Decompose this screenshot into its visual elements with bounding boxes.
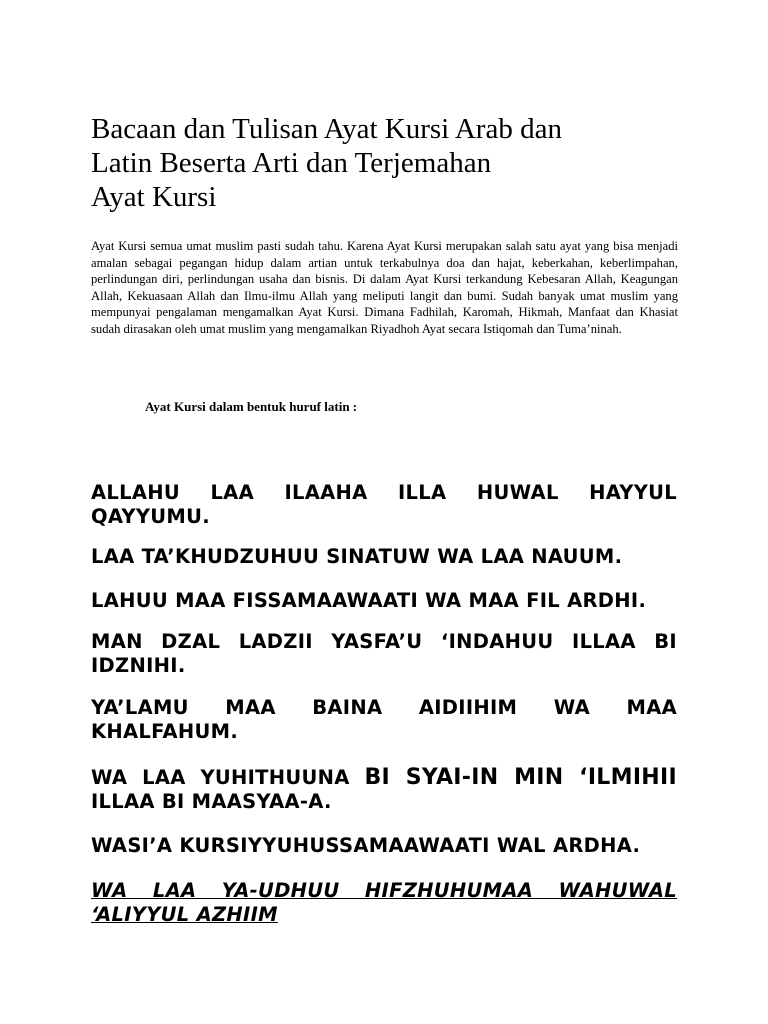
verse-6-part-2: BI SYAI-IN MIN ‘ILMIHII <box>364 765 677 790</box>
verse-5: YA’LAMU MAA BAINA AIDIIHIM WA MAA KHALFAHUM. <box>91 696 677 743</box>
verse-3: LAHUU MAA FISSAMAAWAATI WA MAA FIL ARDHI. <box>91 589 647 612</box>
verse-7: WASI’A KURSIYYUHUSSAMAAWAATI WAL ARDHA. <box>91 834 641 857</box>
verse-6-part-3: ILLAA BI MAASYAA-A. <box>91 790 332 813</box>
verse-6 <box>91 766 677 814</box>
title-line-2: Latin Beserta Arti dan Terjemahan <box>91 147 492 179</box>
latin-subheading: Ayat Kursi dalam bentuk huruf latin : <box>145 399 358 414</box>
title-line-3: Ayat Kursi <box>91 181 217 213</box>
verse-8: WA LAA YA-UDHUU HIFZHUHUMAA WAHUWAL ‘ALIYYUL AZHIIM <box>91 879 677 926</box>
verse-6-part-1: WA LAA YUHITHUUNA <box>91 766 365 789</box>
verse-4: MAN DZAL LADZII YASFA’U ‘INDAHUU ILLAA BI IDZNIHI. <box>91 630 677 677</box>
verse-2: LAA TA’KHUDZUHUU SINATUW WA LAA NAUUM. <box>91 545 623 568</box>
verse-1: ALLAHU LAA ILAAHA ILLA HUWAL HAYYUL QAYYUMU. <box>91 481 677 528</box>
title-line-1: Bacaan dan Tulisan Ayat Kursi Arab dan <box>91 113 562 145</box>
page-title <box>91 112 691 214</box>
intro-paragraph: Ayat Kursi semua umat muslim pasti sudah tahu. Karena Ayat Kursi merupakan salah satu ayat yang bisa menjadi amalan sebagai pegangan hidup dalam artian untuk terkabulnya doa dan hajat, keberkahan, keberlimpahan, perlindungan diri, perlindungan usaha dan bisnis. Di dalam Ayat Kursi terkandung Kebesaran Allah, Keagungan Allah, Kekuasaan Allah dan Ilmu-ilmu Allah yang meliputi langit dan bumi. Sudah banyak umat muslim yang mempunyai pengalaman mengamalkan Ayat Kursi. Dimana Fadhilah, Karomah, Hikmah, Manfaat dan Khasiat sudah dirasakan oleh umat muslim yang mengamalkan Riyadhoh Ayat secara Istiqomah dan Tuma’ninah. <box>91 239 678 336</box>
